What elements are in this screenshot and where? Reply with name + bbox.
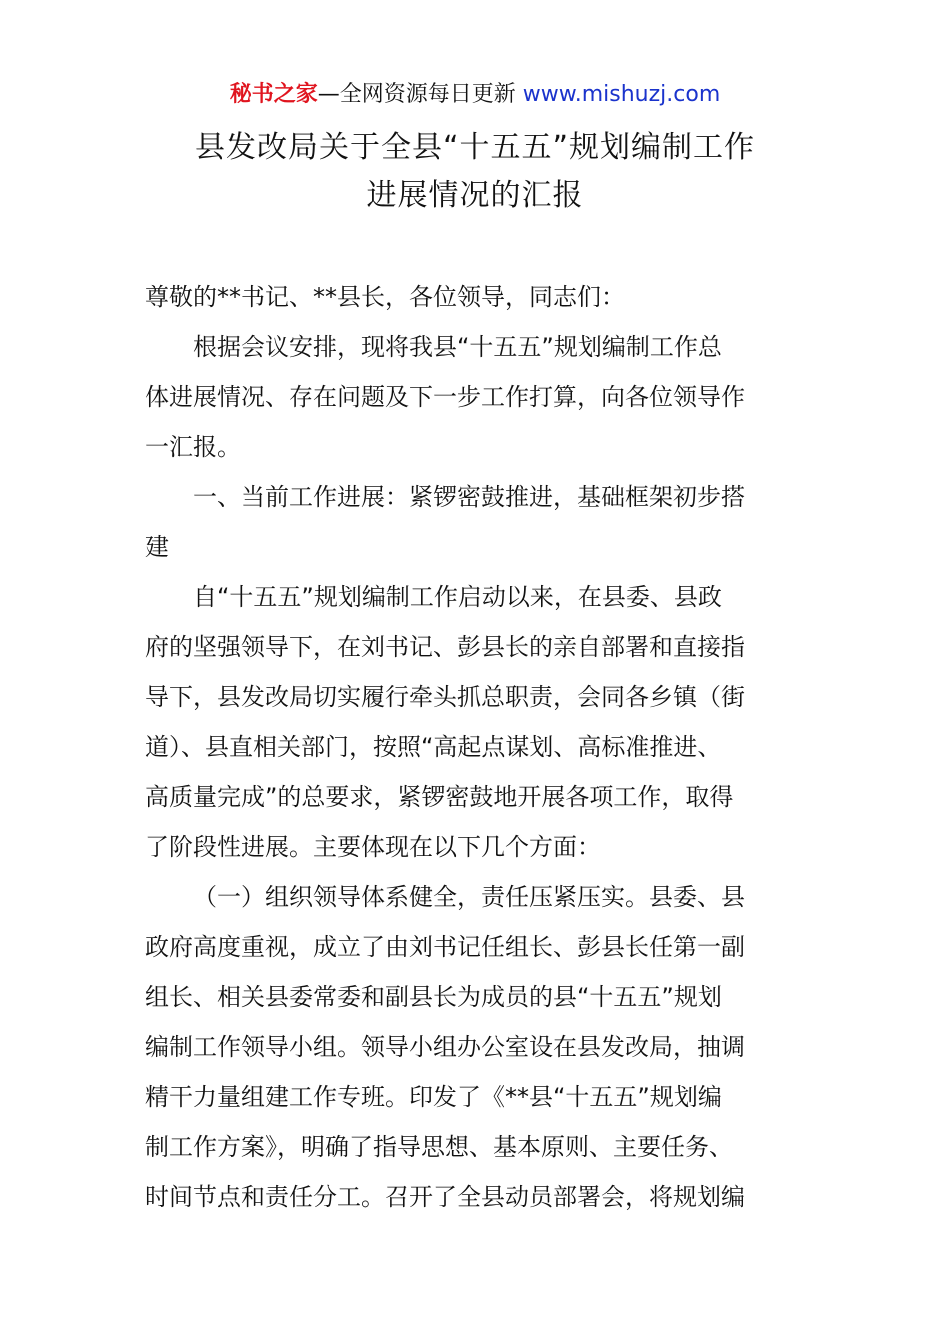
- body-line: 高质量完成”的总要求，紧锣密鼓地开展各项工作，取得: [145, 783, 734, 811]
- body-line: 导下，县发改局切实履行牵头抓总职责，会同各乡镇（街: [145, 683, 745, 711]
- body-line: 一汇报。: [145, 433, 241, 461]
- body-line: 编制工作领导小组。领导小组办公室设在县发改局，抽调: [145, 1033, 745, 1061]
- body-line: 道）、县直相关部门，按照“高起点谋划、高标准推进、: [145, 733, 722, 761]
- body-line: 自“十五五”规划编制工作启动以来，在县委、县政: [193, 583, 722, 611]
- document-title: [0, 124, 950, 220]
- subsection-heading-1: （一）组织领导体系健全，责任压紧压实。县委、县: [193, 883, 745, 911]
- body-line: 根据会议安排，现将我县“十五五”规划编制工作总: [193, 333, 722, 361]
- body-line: 组长、相关县委常委和副县长为成员的县“十五五”规划: [145, 983, 722, 1011]
- body-line: 制工作方案》，明确了指导思想、基本原则、主要任务、: [145, 1133, 733, 1161]
- section-heading-1-cont: 建: [145, 533, 169, 561]
- section-heading-1: 一、当前工作进展：紧锣密鼓推进，基础框架初步搭: [193, 483, 745, 511]
- body-line: 政府高度重视，成立了由刘书记任组长、彭县长任第一副: [145, 933, 745, 961]
- document-body: [145, 272, 805, 1222]
- title-line-2: 进展情况的汇报: [366, 178, 584, 213]
- site-brand: 秘书之家: [229, 82, 318, 107]
- site-header: [0, 78, 950, 112]
- body-line: 体进展情况、存在问题及下一步工作打算，向各位领导作: [145, 383, 745, 411]
- site-tagline: —全网资源每日更新: [317, 82, 516, 107]
- title-line-1: 县发改局关于全县“十五五”规划编制工作: [194, 130, 756, 165]
- body-line: 了阶段性进展。主要体现在以下几个方面：: [145, 833, 601, 861]
- body-line: 精干力量组建工作专班。印发了《**县“十五五”规划编: [145, 1083, 722, 1111]
- salutation: 尊敬的**书记、**县长，各位领导，同志们：: [145, 283, 625, 311]
- body-line: 时间节点和责任分工。召开了全县动员部署会，将规划编: [145, 1183, 745, 1211]
- site-url-link[interactable]: www.mishuzj.com: [522, 82, 721, 107]
- body-line: 府的坚强领导下，在刘书记、彭县长的亲自部署和直接指: [145, 633, 745, 661]
